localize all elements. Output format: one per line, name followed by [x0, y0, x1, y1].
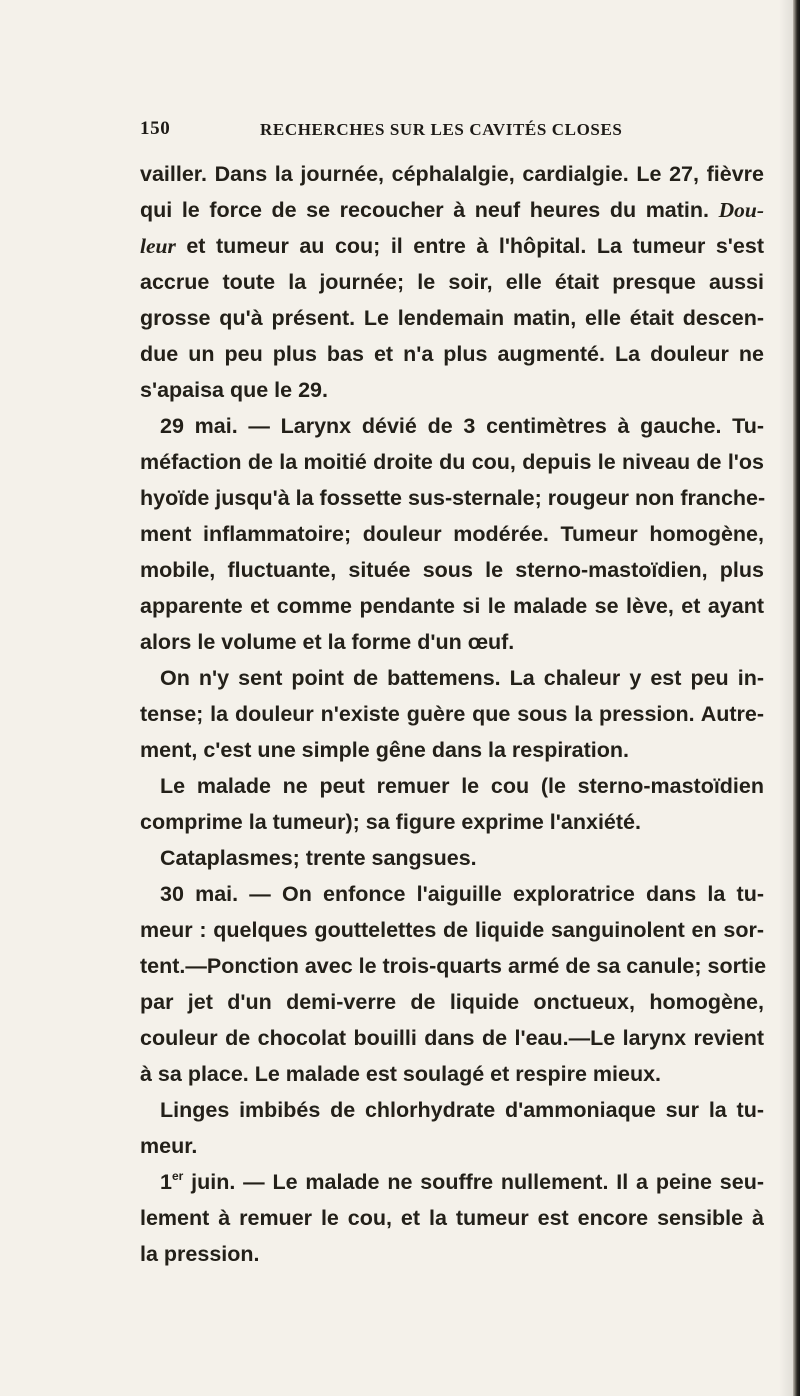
text-line	[140, 228, 764, 264]
line-text: vailler. Dans la journée, céphalalgie, cardialgie. Le 27, fièvre	[140, 162, 764, 186]
text-line	[140, 1056, 764, 1092]
line-text: méfaction de la moitié droite du cou, depuis le niveau de l'os	[140, 450, 764, 474]
text-line	[140, 1128, 764, 1164]
line-text: couleur de chocolat bouilli dans de l'eau.—Le larynx revient	[140, 1026, 764, 1050]
text-line	[140, 408, 764, 444]
text-line	[140, 372, 764, 408]
line-text: Le malade ne peut remuer le cou (le sterno-mastoïdien	[160, 774, 764, 798]
running-header	[140, 118, 760, 148]
text-line	[140, 804, 764, 840]
line-text: s'apaisa que le 29.	[140, 378, 328, 402]
text-line	[140, 1092, 764, 1128]
text-line	[140, 192, 764, 228]
line-text: 30 mai. — On enfonce l'aiguille exploratrice dans la tu-	[160, 882, 764, 906]
line-text: qui le force de se recoucher à neuf heures du matin. Dou-	[140, 198, 764, 222]
text-line	[140, 1236, 764, 1272]
line-text: lement à remuer le cou, et la tumeur est encore sensible à	[140, 1206, 764, 1230]
line-text: ment, c'est une simple gêne dans la respiration.	[140, 738, 630, 762]
line-text: tent.—Ponction avec le trois-quarts armé de sa canule; sortie	[140, 954, 767, 978]
text-line	[140, 948, 767, 984]
line-text: due un peu plus bas et n'a plus augmenté. La douleur ne	[140, 342, 764, 366]
text-line	[140, 912, 764, 948]
line-text: 1er juin. — Le malade ne souffre nullement. Il a peine seu-	[160, 1169, 764, 1194]
line-text: la pression.	[140, 1242, 260, 1266]
text-line	[140, 516, 764, 552]
text-line	[140, 624, 764, 660]
body-text	[140, 156, 767, 1272]
text-line	[140, 264, 764, 300]
text-line	[140, 552, 764, 588]
line-text: par jet d'un demi-verre de liquide onctueux, homogène,	[140, 990, 764, 1014]
line-text: Linges imbibés de chlorhydrate d'ammoniaque sur la tu-	[160, 1098, 764, 1122]
line-text: à sa place. Le malade est soulagé et respire mieux.	[140, 1062, 662, 1086]
line-text: alors le volume et la forme d'un œuf.	[140, 630, 515, 654]
text-line	[140, 840, 764, 876]
text-line	[140, 696, 764, 732]
text-line	[140, 768, 764, 804]
line-text: meur : quelques gouttelettes de liquide sanguinolent en sor-	[140, 918, 764, 942]
page-number: 150	[140, 118, 171, 139]
text-line	[140, 588, 764, 624]
text-line	[140, 876, 764, 912]
text-line	[140, 732, 764, 768]
text-line	[140, 660, 764, 696]
text-line	[140, 1164, 764, 1200]
line-text: grosse qu'à présent. Le lendemain matin, elle était descen-	[140, 306, 764, 330]
text-line	[140, 300, 764, 336]
italic-text: leur	[140, 234, 176, 258]
line-text: Cataplasmes; trente sangsues.	[160, 846, 477, 870]
text-line	[140, 984, 764, 1020]
text-line	[140, 1020, 764, 1056]
line-text: On n'y sent point de battemens. La chaleur y est peu in-	[160, 666, 764, 690]
text-line	[140, 1200, 764, 1236]
page-edge	[793, 0, 800, 1396]
line-text: meur.	[140, 1134, 198, 1158]
text-line	[140, 156, 764, 192]
line-text: ment inflammatoire; douleur modérée. Tumeur homogène,	[140, 522, 764, 546]
line-text: tense; la douleur n'existe guère que sous la pression. Autre-	[140, 702, 764, 726]
superscript: er	[171, 1169, 184, 1183]
italic-text: Dou-	[718, 198, 764, 222]
text-line	[140, 444, 764, 480]
text-line	[140, 480, 764, 516]
line-text: hyoïde jusqu'à la fossette sus-sternale; rougeur non franche-	[140, 486, 766, 510]
text-line	[140, 336, 764, 372]
page-gutter-shadow	[779, 0, 793, 1396]
running-title: RECHERCHES SUR LES CAVITÉS CLOSES	[260, 120, 623, 139]
line-text: accrue toute la journée; le soir, elle était presque aussi	[140, 270, 764, 294]
line-text: mobile, fluctuante, située sous le sterno-mastoïdien, plus	[140, 558, 764, 582]
line-text: apparente et comme pendante si le malade se lève, et ayant	[140, 594, 764, 618]
line-text: comprime la tumeur); sa figure exprime l'anxiété.	[140, 810, 641, 834]
line-text: 29 mai. — Larynx dévié de 3 centimètres à gauche. Tu-	[160, 414, 764, 438]
line-text: leur et tumeur au cou; il entre à l'hôpital. La tumeur s'est	[140, 234, 764, 258]
